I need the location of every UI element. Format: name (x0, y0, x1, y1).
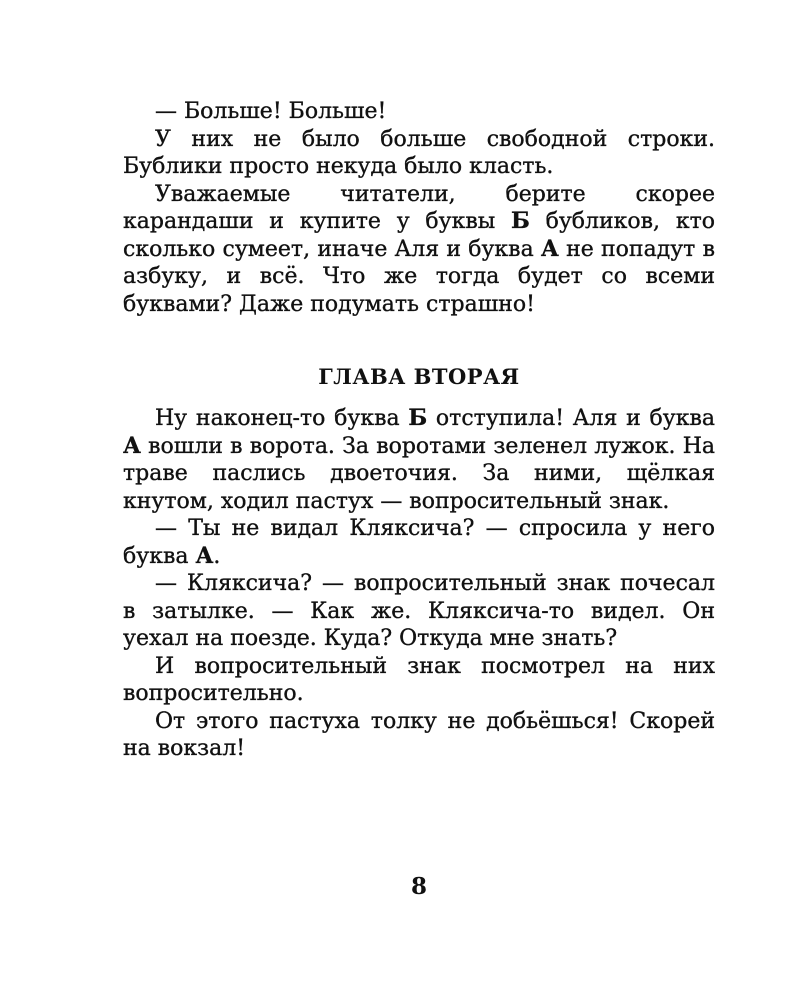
bold-letter: Б (408, 405, 428, 431)
paragraph-text: — Больше! Больше! (155, 99, 387, 124)
paragraph-text: — Ты не видал Кляксича? — спросила у него буква (123, 516, 715, 569)
paragraph-text: бубликов, кто сколько сумеет, иначе Аля и буква (123, 209, 715, 262)
paragraph-dialogue-more (123, 98, 715, 126)
bold-letter: Б (511, 208, 530, 234)
bold-letter: А (195, 542, 214, 569)
paragraph-answer (123, 570, 715, 653)
bold-letter: А (540, 235, 559, 262)
paragraph-question (123, 515, 715, 570)
paragraph-text: вошли в ворота. За воротами зеленел лужок. На траве паслись двоеточия. За ними, щёлкая кнутом, ходил пастух — вопросительный знак. (123, 433, 715, 514)
paragraph-look (123, 653, 715, 708)
paragraph-text: И вопросительный знак посмотрел на них вопросительно. (123, 653, 715, 706)
paragraph-readers-appeal (123, 181, 715, 319)
paragraph-gate (123, 405, 715, 515)
paragraph-text: От этого пастуха толку не добьёшься! Скорей на вокзал! (123, 708, 715, 761)
paragraph-text: — Кляксича? — вопросительный знак почесал в затылке. — Как же. Кляксича-то видел. Он уехал на поезде. Куда? Откуда мне знать? (123, 571, 715, 651)
paragraph-text: Ну наконец-то буква (155, 406, 409, 431)
paragraph-no-space (123, 126, 715, 181)
paragraph-text: Уважаемые читатели, берите скорее карандаши и купите у буквы (123, 181, 715, 234)
paragraph-text: У них не было больше свободной строки. Бублики просто некуда было класть. (123, 126, 715, 179)
page-number: 8 (410, 873, 427, 900)
paragraph-text: не попадут в азбуку, и всё. Что же тогда будет со всеми буквами? Даже подумать страшно! (123, 236, 715, 317)
paragraph-station (123, 708, 715, 763)
chapter-title: ГЛАВА ВТОРАЯ (318, 364, 520, 389)
bold-letter: А (123, 432, 141, 459)
paragraph-text: отступила! Аля и буква (427, 406, 715, 431)
paragraph-text: . (213, 543, 221, 569)
page-content (123, 98, 715, 900)
